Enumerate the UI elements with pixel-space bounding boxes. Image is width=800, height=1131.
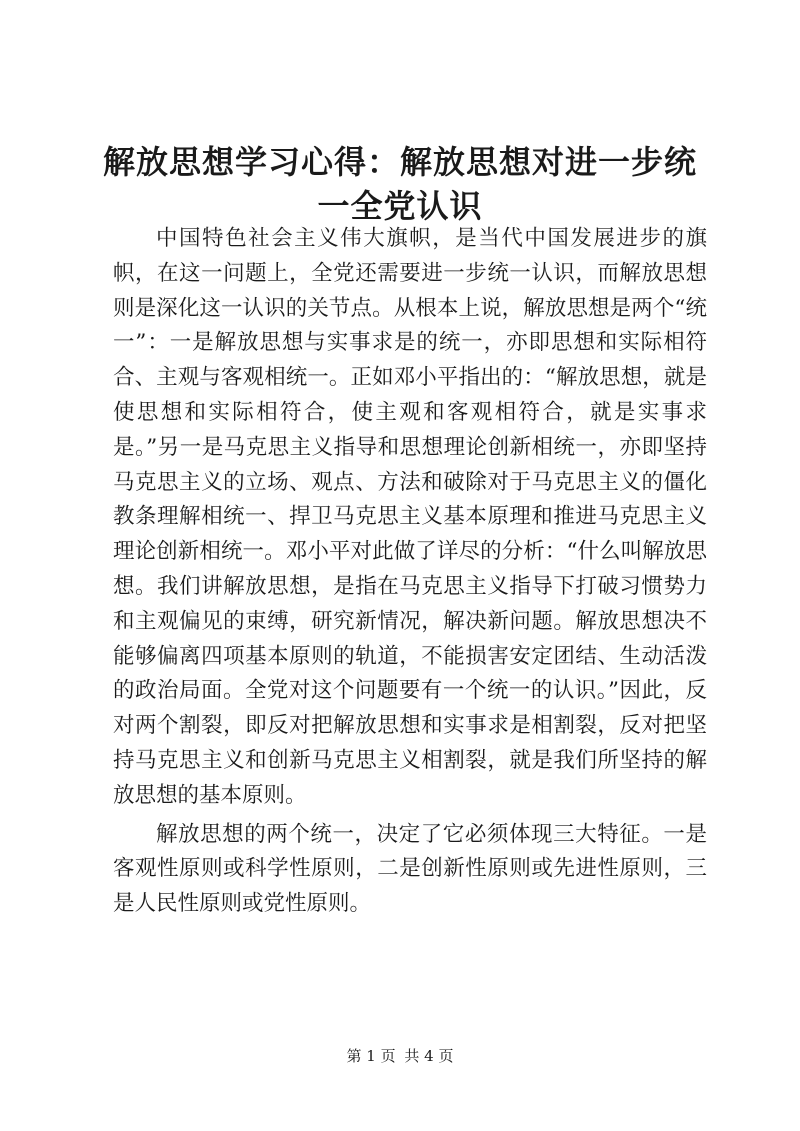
page-total: 共 4 页 [404, 1047, 454, 1065]
page-number: 第 1 页 [346, 1047, 396, 1065]
document-title: 解放思想学习心得：解放思想对进一步统一全党认识 [102, 143, 697, 225]
paragraph-1: 中国特色社会主义伟大旗帜，是当代中国发展进步的旗帜，在这一问题上，全党还需要进一步统一认识，而解放思想则是深化这一认识的关节点。从根本上说，解放思想是两个“统一”：一是解放思想与实事求是的统一，亦即思想和实际相符合、主观与客观相统一。正如邓小平指出的：“解放思想，就是使思想和实际相符合，使主观和客观相符合，就是实事求是。”另一是马克思主义指导和思想理论创新相统一，亦即坚持马克思主义的立场、观点、方法和破除对于马克思主义的僵化教条理解相统一、捍卫马克思主义基本原理和推进马克思主义理论创新相统一。邓小平对此做了详尽的分析：“什么叫解放思想。我们讲解放思想，是指在马克思主义指导下打破习惯势力和主观偏见的束缚，研究新情况，解决新问题。解放思想决不能够偏离四项基本原则的轨道，不能损害安定团结、生动活泼的政治局面。全党对这个问题要有一个统一的认识。”因此，反对两个割裂，即反对把解放思想和实事求是相割裂，反对把坚持马克思主义和创新马克思主义相割裂，就是我们所坚持的解放思想的基本原则。 [113, 226, 707, 808]
page-footer [0, 1046, 800, 1066]
paragraph-2: 解放思想的两个统一，决定了它必须体现三大特征。一是客观性原则或科学性原则，二是创新性原则或先进性原则，三是人民性原则或党性原则。 [113, 821, 707, 917]
document-body [113, 222, 707, 922]
